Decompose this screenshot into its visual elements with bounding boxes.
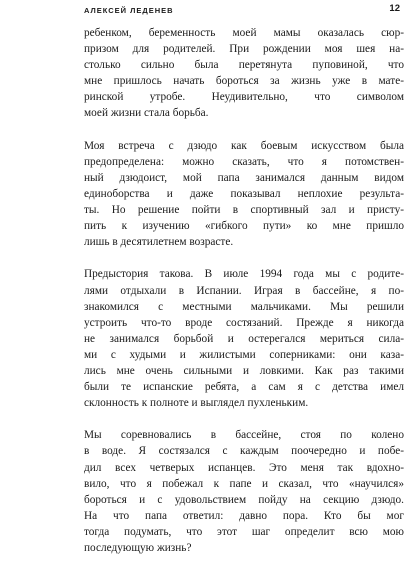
text-line: бороться и с удовольствием пойду на секцию дзюдо. [84,493,404,506]
text-line: пить к изучению «гибкого пути» ко мне пришло [84,220,404,233]
page-number: 12 [389,3,400,14]
text-line: ми с худыми и жилистыми соперниками: они каза- [84,348,404,361]
text-line: знакомился с местными мальчиками. Мы решили [84,300,404,313]
paragraph [84,138,404,251]
text-line: Предыстория такова. В июле 1994 года мы с родите- [84,268,404,281]
text-line: лись мне очень сильными и ловкими. Как раз такими [84,364,404,377]
text-line: склонность к полноте и выглядел пухленьким. [84,397,309,410]
text-line: единоборства и даже показывал неплохие результа- [84,187,404,200]
text-line: столько сильно была перетянута пуповиной, что [84,59,404,72]
paragraph [84,427,404,556]
text-line: были те испанские ребята, а сам я с детства имел [84,381,404,394]
text-line: тогда подумать, что этот шаг определит всю мою [84,525,404,538]
text-line: Моя встреча с дзюдо как боевым искусством была [84,139,404,152]
text-line: призом для родителей. При рождении моя шея на- [84,43,404,56]
text-line: лями отдыхали в Испании. Играя в бассейне, я по- [84,284,404,297]
paragraph [84,25,404,122]
running-head [84,2,400,18]
author-name: АЛЕКСЕЙ ЛЕДЕНЕВ [84,6,174,15]
text-line: ринской утробе. Неудивительно, что символом [84,91,404,104]
text-line: лишь в десятилетнем возрасте. [84,236,234,249]
text-line: ный дзюдоист, мой папа занимался данным видом [84,171,404,184]
text-line: устроить что-то вроде состязаний. Прежде я никогда [84,316,404,329]
body-text [84,25,404,572]
text-line: в воде. Я состязался с каждым поочередно и побе- [84,445,404,458]
paragraph [84,266,404,411]
text-line: моей жизни стала борьба. [84,107,209,120]
text-line: ребенком, беременность моей мамы оказалась сюр- [84,27,404,39]
text-line: ты. Но решение пойти в спортивный зал и присту- [84,204,404,217]
text-line: последующую жизнь? [84,542,192,554]
text-line: дил всех четверых испанцев. Это меня так вдохно- [84,461,404,474]
text-line: Мы соревновались в бассейне, стоя по колено [84,429,404,442]
text-line: На что папа ответил: давно пора. Кто бы мог [84,509,404,522]
text-line: предопределена: можно сказать, что я потомствен- [84,155,404,168]
text-line: не занимался борьбой и остерегался мериться сила- [84,332,404,345]
text-line: мне пришлось начать бороться за жизнь уже в мате- [84,75,404,88]
text-line: вило, что я побежал к папе и сказал, что «научился» [84,477,404,490]
